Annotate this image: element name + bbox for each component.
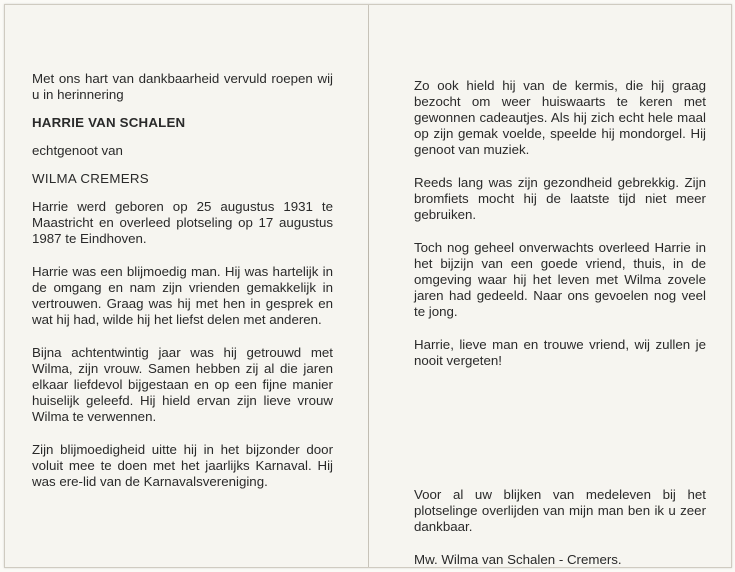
paragraph-marriage: Bijna achtentwintig jaar was hij getrouwd met Wilma, zijn vrouw. Samen hebben zij al die jaren elkaar liefdevol bijgestaan en op een fijne manier huiselijk geleefd. Hij hield ervan zijn lieve vrouw Wilma te verwennen.: [32, 345, 333, 424]
memorial-card: [4, 4, 732, 568]
thanks-text: Voor al uw blijken van medeleven bij het plotselinge overlijden van mijn man ben ik u zeer dankbaar.: [414, 487, 706, 534]
signature-text: Mw. Wilma van Schalen - Cremers.: [414, 552, 622, 567]
right-panel: [414, 78, 706, 568]
paragraph-character: Harrie was een blijmoedig man. Hij was hartelijk in de omgang en nam zijn vrienden gemakkelijk in vertrouwen. Graag was hij met hen in gesprek en wat hij had, wilde hij het liefst delen met anderen.: [32, 264, 333, 327]
spouse-name: WILMA CREMERS: [32, 171, 149, 186]
paragraph-kermis: Zo ook hield hij van de kermis, die hij graag bezocht om weer huiswaarts te keren met gewonnen cadeautjes. Als hij zich echt hele maal op zijn gemak voelde, speelde hij mondorgel. Hij genoot van muziek.: [414, 78, 706, 157]
relation-text: echtgenoot van: [32, 143, 123, 158]
paragraph-passing: Toch nog geheel onverwachts overleed Harrie in het bijzijn van een goede vriend, thuis, in de omgeving waar hij het leven met Wilma zovele jaren had gedeeld. Naar ons gevoelen nog veel te jong.: [414, 240, 706, 319]
intro-text: Met ons hart van dankbaarheid vervuld roepen wij u in herinnering: [32, 71, 333, 102]
paragraph-birth-death: Harrie werd geboren op 25 augustus 1931 te Maastricht en overleed plotseling op 17 augustus 1987 te Eindhoven.: [32, 199, 333, 246]
paragraph-carnival: Zijn blijmoedigheid uitte hij in het bijzonder door voluit mee te doen met het jaarlijks Karnaval. Hij was ere-lid van de Karnavalsvereniging.: [32, 442, 333, 489]
paragraph-health: Reeds lang was zijn gezondheid gebrekkig. Zijn bromfiets mocht hij de laatste tijd niet meer gebruiken.: [414, 175, 706, 222]
card-fold-line: [368, 5, 369, 567]
paragraph-farewell: Harrie, lieve man en trouwe vriend, wij zullen je nooit vergeten!: [414, 337, 706, 368]
left-panel: [32, 71, 333, 490]
deceased-name: HARRIE VAN SCHALEN: [32, 115, 186, 130]
